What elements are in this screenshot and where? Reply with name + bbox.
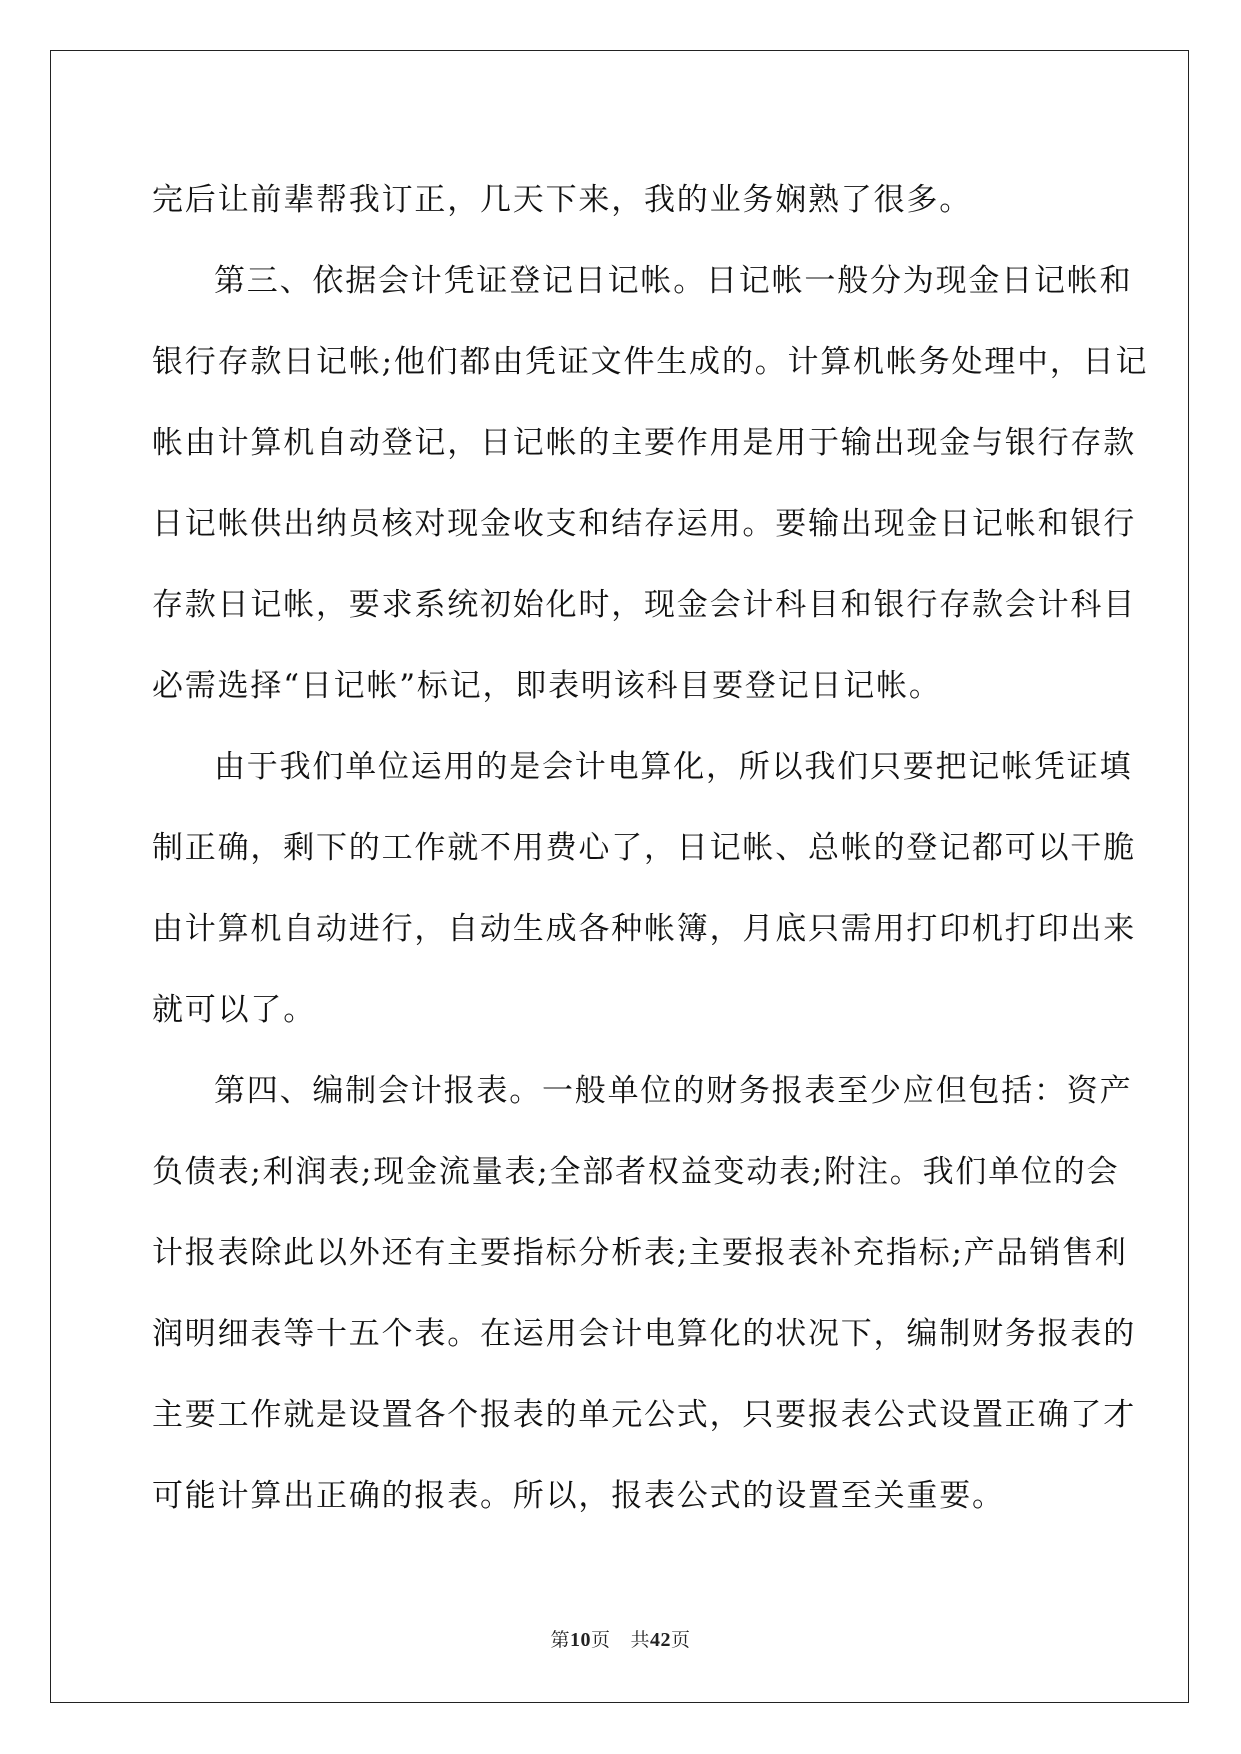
text-line: 必需选择“日记帐”标记，即表明该科目要登记日记帐。 bbox=[152, 668, 942, 704]
text-line: 就可以了。 bbox=[152, 992, 316, 1028]
total-prefix: 共 bbox=[630, 1629, 651, 1651]
page-suffix: 页 bbox=[590, 1629, 611, 1651]
text-line: 完后让前辈帮我订正，几天下来，我的业务娴熟了很多。 bbox=[152, 182, 972, 218]
paragraph-step-three bbox=[152, 241, 1149, 727]
document-body bbox=[152, 160, 1149, 1537]
page-prefix: 第 bbox=[550, 1629, 570, 1651]
text-line: 主要工作就是设置各个报表的单元公式，只要报表公式设置正确了才 bbox=[152, 1397, 1136, 1433]
text-line: 制正确，剩下的工作就不用费心了，日记帐、总帐的登记都可以干脆 bbox=[152, 830, 1136, 866]
text-line: 可能计算出正确的报表。所以，报表公式的设置至关重要。 bbox=[152, 1478, 1005, 1514]
text-line: 第三、依据会计凭证登记日记帐。日记帐一般分为现金日记帐和 bbox=[214, 263, 1133, 299]
paragraph-step-four bbox=[152, 1051, 1136, 1537]
text-line: 计报表除此以外还有主要指标分析表;主要报表补充指标;产品销售利 bbox=[152, 1235, 1128, 1271]
text-line: 帐由计算机自动登记，日记帐的主要作用是用于输出现金与银行存款 bbox=[152, 425, 1136, 461]
paragraph-continuation bbox=[152, 160, 1092, 241]
text-line: 负债表;利润表;现金流量表;全部者权益变动表;附注。我们单位的会 bbox=[152, 1154, 1120, 1190]
text-line: 由计算机自动进行，自动生成各种帐簿，月底只需用打印机打印出来 bbox=[152, 911, 1136, 947]
page-number: 10 bbox=[569, 1629, 591, 1651]
text-line: 日记帐供出纳员核对现金收支和结存运用。要输出现金日记帐和银行 bbox=[152, 506, 1136, 542]
text-line: 第四、编制会计报表。一般单位的财务报表至少应但包括：资产 bbox=[214, 1073, 1133, 1109]
paragraph-computerized-accounting bbox=[152, 727, 1136, 1051]
text-line: 润明细表等十五个表。在运用会计电算化的状况下，编制财务报表的 bbox=[152, 1316, 1136, 1352]
text-line: 存款日记帐，要求系统初始化时，现金会计科目和银行存款会计科目 bbox=[152, 587, 1136, 623]
total-suffix: 页 bbox=[671, 1629, 691, 1651]
text-line: 由于我们单位运用的是会计电算化，所以我们只要把记帐凭证填 bbox=[214, 749, 1133, 785]
total-pages: 42 bbox=[650, 1629, 672, 1651]
page-footer bbox=[0, 1625, 1241, 1652]
text-line: 银行存款日记帐;他们都由凭证文件生成的。计算机帐务处理中，日记 bbox=[152, 344, 1149, 380]
